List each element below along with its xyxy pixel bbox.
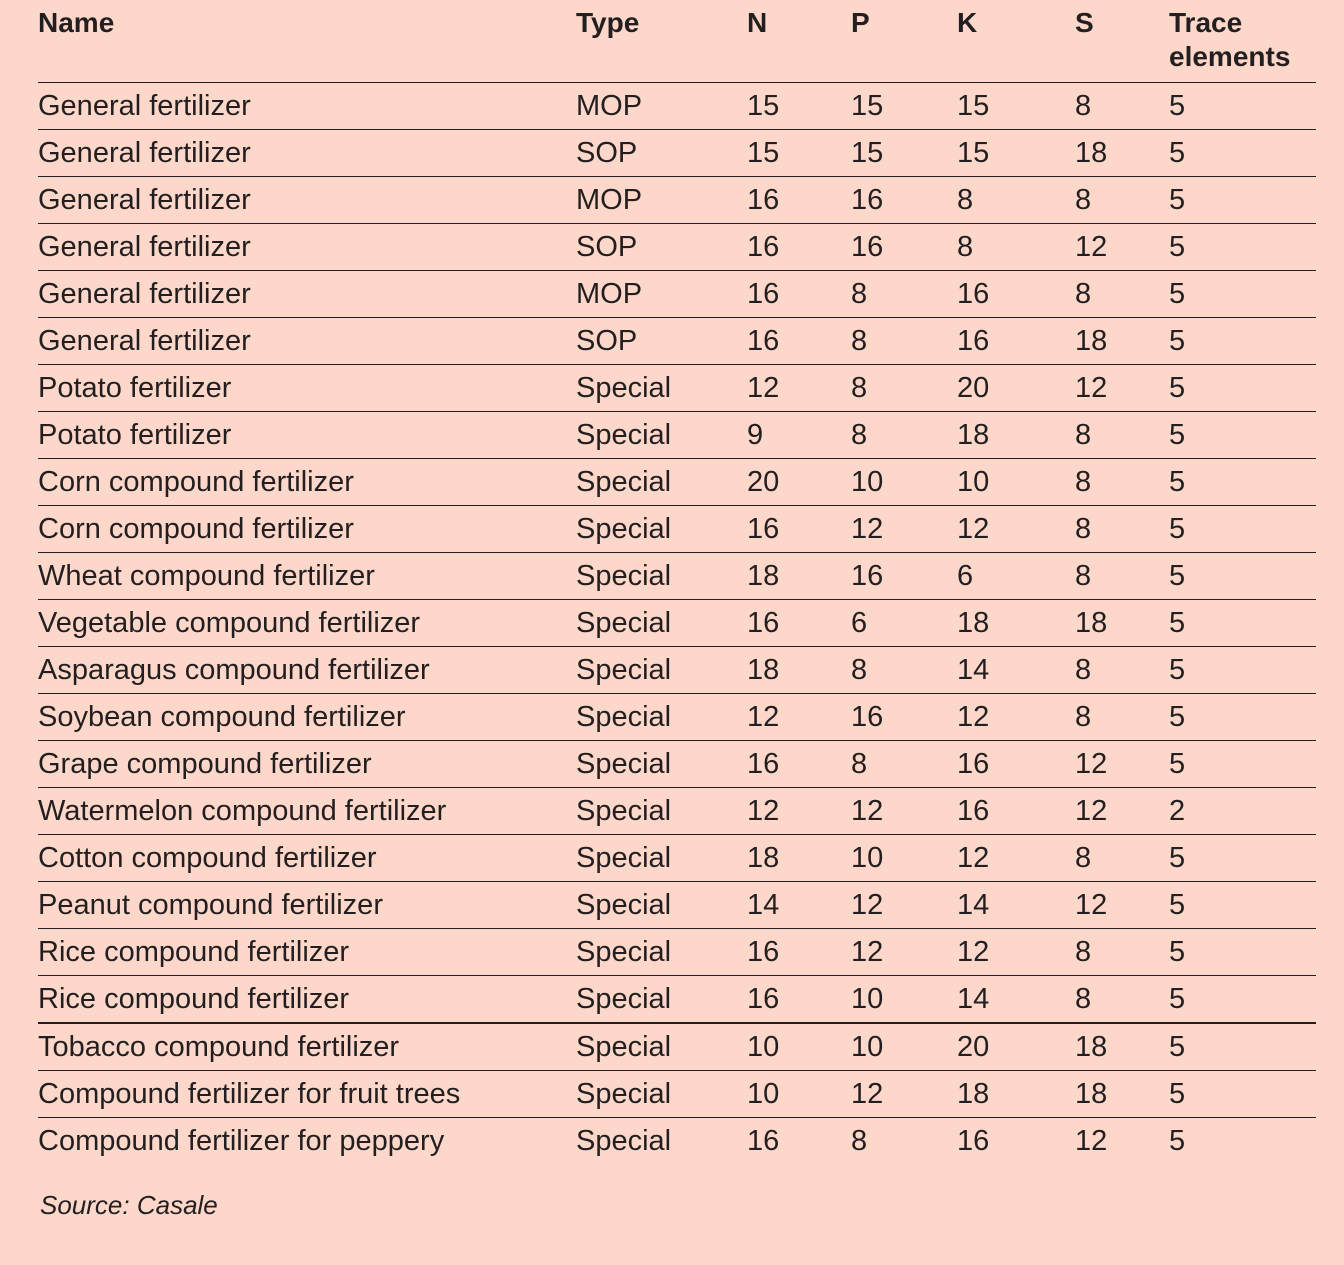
table-row: [38, 506, 1316, 553]
cell-p: 12: [851, 929, 957, 976]
cell-s: 8: [1075, 506, 1169, 553]
cell-p: 10: [851, 1023, 957, 1071]
table-row: [38, 177, 1316, 224]
cell-type: SOP: [576, 318, 747, 365]
table-row: [38, 929, 1316, 976]
cell-n: 18: [747, 835, 851, 882]
table-row: [38, 647, 1316, 694]
cell-s: 12: [1075, 365, 1169, 412]
cell-k: 20: [957, 365, 1075, 412]
cell-p: 8: [851, 647, 957, 694]
cell-s: 12: [1075, 1125, 1108, 1157]
cell-trace-elements: 5: [1169, 130, 1316, 177]
cell-type: SOP: [576, 224, 747, 271]
cell-n: 18: [747, 553, 851, 600]
cell-name: Soybean compound fertilizer: [38, 694, 576, 741]
cell-n: 12: [747, 788, 851, 835]
cell-type: Special: [576, 459, 747, 506]
cell-name: Potato fertilizer: [38, 412, 576, 459]
cell-type: Special: [576, 1071, 747, 1118]
cell-type: MOP: [576, 177, 747, 224]
header-k: K: [957, 6, 1075, 83]
cell-p: 16: [851, 224, 957, 271]
cell-n: 16: [747, 1125, 780, 1157]
cell-trace-elements: 5: [1169, 177, 1316, 224]
cell-p: 10: [851, 835, 957, 882]
cell-n: 18: [747, 647, 851, 694]
table-row: [38, 365, 1316, 412]
cell-k: 18: [957, 600, 1075, 647]
cell-n: 16: [747, 600, 851, 647]
header-name: Name: [38, 6, 576, 83]
cell-k: 16: [957, 1125, 990, 1157]
cell-n: 15: [747, 83, 851, 130]
cell-n: 12: [747, 365, 851, 412]
cell-n: 10: [747, 1023, 851, 1071]
cell-type: Special: [576, 412, 747, 459]
cell-n: 16: [747, 506, 851, 553]
table-row: [38, 1071, 1316, 1118]
cell-k: 10: [957, 459, 1075, 506]
cell-k: 18: [957, 1071, 1075, 1118]
cell-k: 15: [957, 130, 1075, 177]
cell-name: General fertilizer: [38, 130, 576, 177]
table-row: [38, 459, 1316, 506]
cell-k: 16: [957, 788, 1075, 835]
cell-name: Compound fertilizer for peppery: [38, 1125, 445, 1157]
cell-p: 16: [851, 177, 957, 224]
cell-n: 12: [747, 694, 851, 741]
cell-s: 8: [1075, 553, 1169, 600]
cell-k: 14: [957, 882, 1075, 929]
cell-trace-elements: 5: [1169, 1125, 1186, 1157]
cell-k: 8: [957, 224, 1075, 271]
cell-k: 16: [957, 271, 1075, 318]
cell-p: 6: [851, 600, 957, 647]
cell-trace-elements: 5: [1169, 553, 1316, 600]
cell-type: Special: [576, 506, 747, 553]
header-s: S: [1075, 6, 1169, 83]
cell-name: General fertilizer: [38, 83, 576, 130]
cell-trace-elements: 5: [1169, 976, 1316, 1024]
cell-s: 12: [1075, 882, 1169, 929]
cell-trace-elements: 5: [1169, 318, 1316, 365]
table-row: [38, 741, 1316, 788]
cell-trace-elements: 5: [1169, 412, 1316, 459]
cell-p: 15: [851, 130, 957, 177]
cell-k: 8: [957, 177, 1075, 224]
cell-type: Special: [576, 929, 747, 976]
table-row: [38, 224, 1316, 271]
table-row: [38, 882, 1316, 929]
cell-s: 18: [1075, 1023, 1169, 1071]
cell-n: 14: [747, 882, 851, 929]
cell-k: 12: [957, 694, 1075, 741]
fertilizer-table: [38, 6, 1316, 1164]
cell-s: 8: [1075, 647, 1169, 694]
cell-p: 8: [851, 1125, 868, 1157]
cell-type: Special: [576, 788, 747, 835]
cell-trace-elements: 5: [1169, 365, 1316, 412]
cell-trace-elements: 5: [1169, 929, 1316, 976]
source-note: Source: Casale: [40, 1190, 218, 1220]
cell-type: Special: [576, 365, 747, 412]
cell-s: 8: [1075, 412, 1169, 459]
cell-trace-elements: 5: [1169, 506, 1316, 553]
cell-p: 12: [851, 1071, 957, 1118]
cell-name: General fertilizer: [38, 318, 576, 365]
cell-trace-elements: 5: [1169, 647, 1316, 694]
header-p: P: [851, 6, 957, 83]
cell-type: Special: [576, 1125, 672, 1157]
cell-s: 18: [1075, 130, 1169, 177]
cell-s: 8: [1075, 177, 1169, 224]
fertilizer-table-container: [38, 6, 1316, 1164]
cell-p: 12: [851, 882, 957, 929]
cell-s: 8: [1075, 83, 1169, 130]
cell-p: 10: [851, 976, 957, 1024]
cell-name: Rice compound fertilizer: [38, 976, 576, 1024]
cell-name: General fertilizer: [38, 224, 576, 271]
cell-type: Special: [576, 835, 747, 882]
table-row: [38, 553, 1316, 600]
cell-trace-elements: 5: [1169, 600, 1316, 647]
cell-p: 16: [851, 553, 957, 600]
cell-type: MOP: [576, 83, 747, 130]
cell-trace-elements: 5: [1169, 694, 1316, 741]
cell-s: 18: [1075, 600, 1169, 647]
cell-n: 16: [747, 318, 851, 365]
table-row: [38, 412, 1316, 459]
cell-name: Tobacco compound fertilizer: [38, 1023, 576, 1071]
cell-s: 8: [1075, 271, 1169, 318]
cell-p: 10: [851, 459, 957, 506]
cell-type: SOP: [576, 130, 747, 177]
cell-n: 9: [747, 412, 851, 459]
cell-name: Asparagus compound fertilizer: [38, 647, 576, 694]
cell-s: 12: [1075, 788, 1169, 835]
cell-name: Rice compound fertilizer: [38, 929, 576, 976]
cell-name: Potato fertilizer: [38, 365, 576, 412]
cell-p: 12: [851, 506, 957, 553]
cell-type: Special: [576, 694, 747, 741]
cell-name: Compound fertilizer for fruit trees: [38, 1071, 576, 1118]
cell-n: 16: [747, 741, 851, 788]
table-row: [38, 271, 1316, 318]
cell-trace-elements: 5: [1169, 835, 1316, 882]
cell-trace-elements: 5: [1169, 459, 1316, 506]
cell-trace-elements: 5: [1169, 83, 1316, 130]
cell-s: 8: [1075, 929, 1169, 976]
cell-n: 16: [747, 271, 851, 318]
cell-trace-elements: 5: [1169, 271, 1316, 318]
cell-k: 16: [957, 318, 1075, 365]
table-body: [38, 83, 1316, 1165]
cell-name: Corn compound fertilizer: [38, 506, 576, 553]
cell-n: 15: [747, 130, 851, 177]
cell-s: 18: [1075, 318, 1169, 365]
cell-p: 8: [851, 271, 957, 318]
cell-n: 16: [747, 976, 851, 1024]
cell-k: 14: [957, 976, 1075, 1024]
table-row: [38, 1023, 1316, 1071]
cell-type: Special: [576, 600, 747, 647]
cell-k: 14: [957, 647, 1075, 694]
table-row: [38, 83, 1316, 130]
cell-name: General fertilizer: [38, 271, 576, 318]
cell-s: 8: [1075, 835, 1169, 882]
table-row: [38, 835, 1316, 882]
cell-p: 8: [851, 412, 957, 459]
cell-n: 16: [747, 929, 851, 976]
cell-s: 18: [1075, 1071, 1169, 1118]
cell-name: General fertilizer: [38, 177, 576, 224]
header-type: Type: [576, 6, 747, 83]
cell-s: 12: [1075, 741, 1169, 788]
cell-trace-elements: 5: [1169, 224, 1316, 271]
cell-s: 12: [1075, 224, 1169, 271]
cell-k: 12: [957, 506, 1075, 553]
cell-type: Special: [576, 553, 747, 600]
cell-type: Special: [576, 976, 747, 1024]
table-header: [38, 6, 1316, 83]
header-n: N: [747, 6, 851, 83]
table-row: [38, 976, 1316, 1024]
cell-type: Special: [576, 1023, 747, 1071]
cell-p: 8: [851, 741, 957, 788]
header-row: [38, 6, 1316, 83]
table-row: [38, 1118, 1316, 1165]
cell-type: Special: [576, 882, 747, 929]
cell-p: 16: [851, 694, 957, 741]
cell-name: Corn compound fertilizer: [38, 459, 576, 506]
cell-type: Special: [576, 647, 747, 694]
cell-name: Vegetable compound fertilizer: [38, 600, 576, 647]
cell-p: 8: [851, 365, 957, 412]
cell-k: 12: [957, 929, 1075, 976]
cell-name: Peanut compound fertilizer: [38, 882, 576, 929]
cell-n: 10: [747, 1071, 851, 1118]
table-row: [38, 130, 1316, 177]
cell-trace-elements: 5: [1169, 1023, 1316, 1071]
table-row: [38, 600, 1316, 647]
cell-trace-elements: 5: [1169, 882, 1316, 929]
cell-name: Wheat compound fertilizer: [38, 553, 576, 600]
cell-name: Cotton compound fertilizer: [38, 835, 576, 882]
cell-n: 16: [747, 224, 851, 271]
cell-p: 8: [851, 318, 957, 365]
table-row: [38, 788, 1316, 835]
cell-n: 20: [747, 459, 851, 506]
cell-s: 8: [1075, 694, 1169, 741]
cell-trace-elements: 2: [1169, 788, 1316, 835]
cell-k: 12: [957, 835, 1075, 882]
cell-p: 12: [851, 788, 957, 835]
cell-name: Grape compound fertilizer: [38, 741, 576, 788]
cell-trace-elements: 5: [1169, 1071, 1316, 1118]
cell-k: 18: [957, 412, 1075, 459]
header-trace-elements: Trace elements: [1169, 6, 1316, 83]
table-row: [38, 318, 1316, 365]
cell-s: 8: [1075, 459, 1169, 506]
cell-type: MOP: [576, 271, 747, 318]
table-row: [38, 694, 1316, 741]
cell-p: 15: [851, 83, 957, 130]
cell-n: 16: [747, 177, 851, 224]
cell-s: 8: [1075, 976, 1169, 1024]
cell-k: 20: [957, 1023, 1075, 1071]
cell-name: Watermelon compound fertilizer: [38, 788, 576, 835]
cell-k: 6: [957, 553, 1075, 600]
cell-trace-elements: 5: [1169, 741, 1316, 788]
cell-k: 16: [957, 741, 1075, 788]
cell-k: 15: [957, 83, 1075, 130]
cell-type: Special: [576, 741, 747, 788]
